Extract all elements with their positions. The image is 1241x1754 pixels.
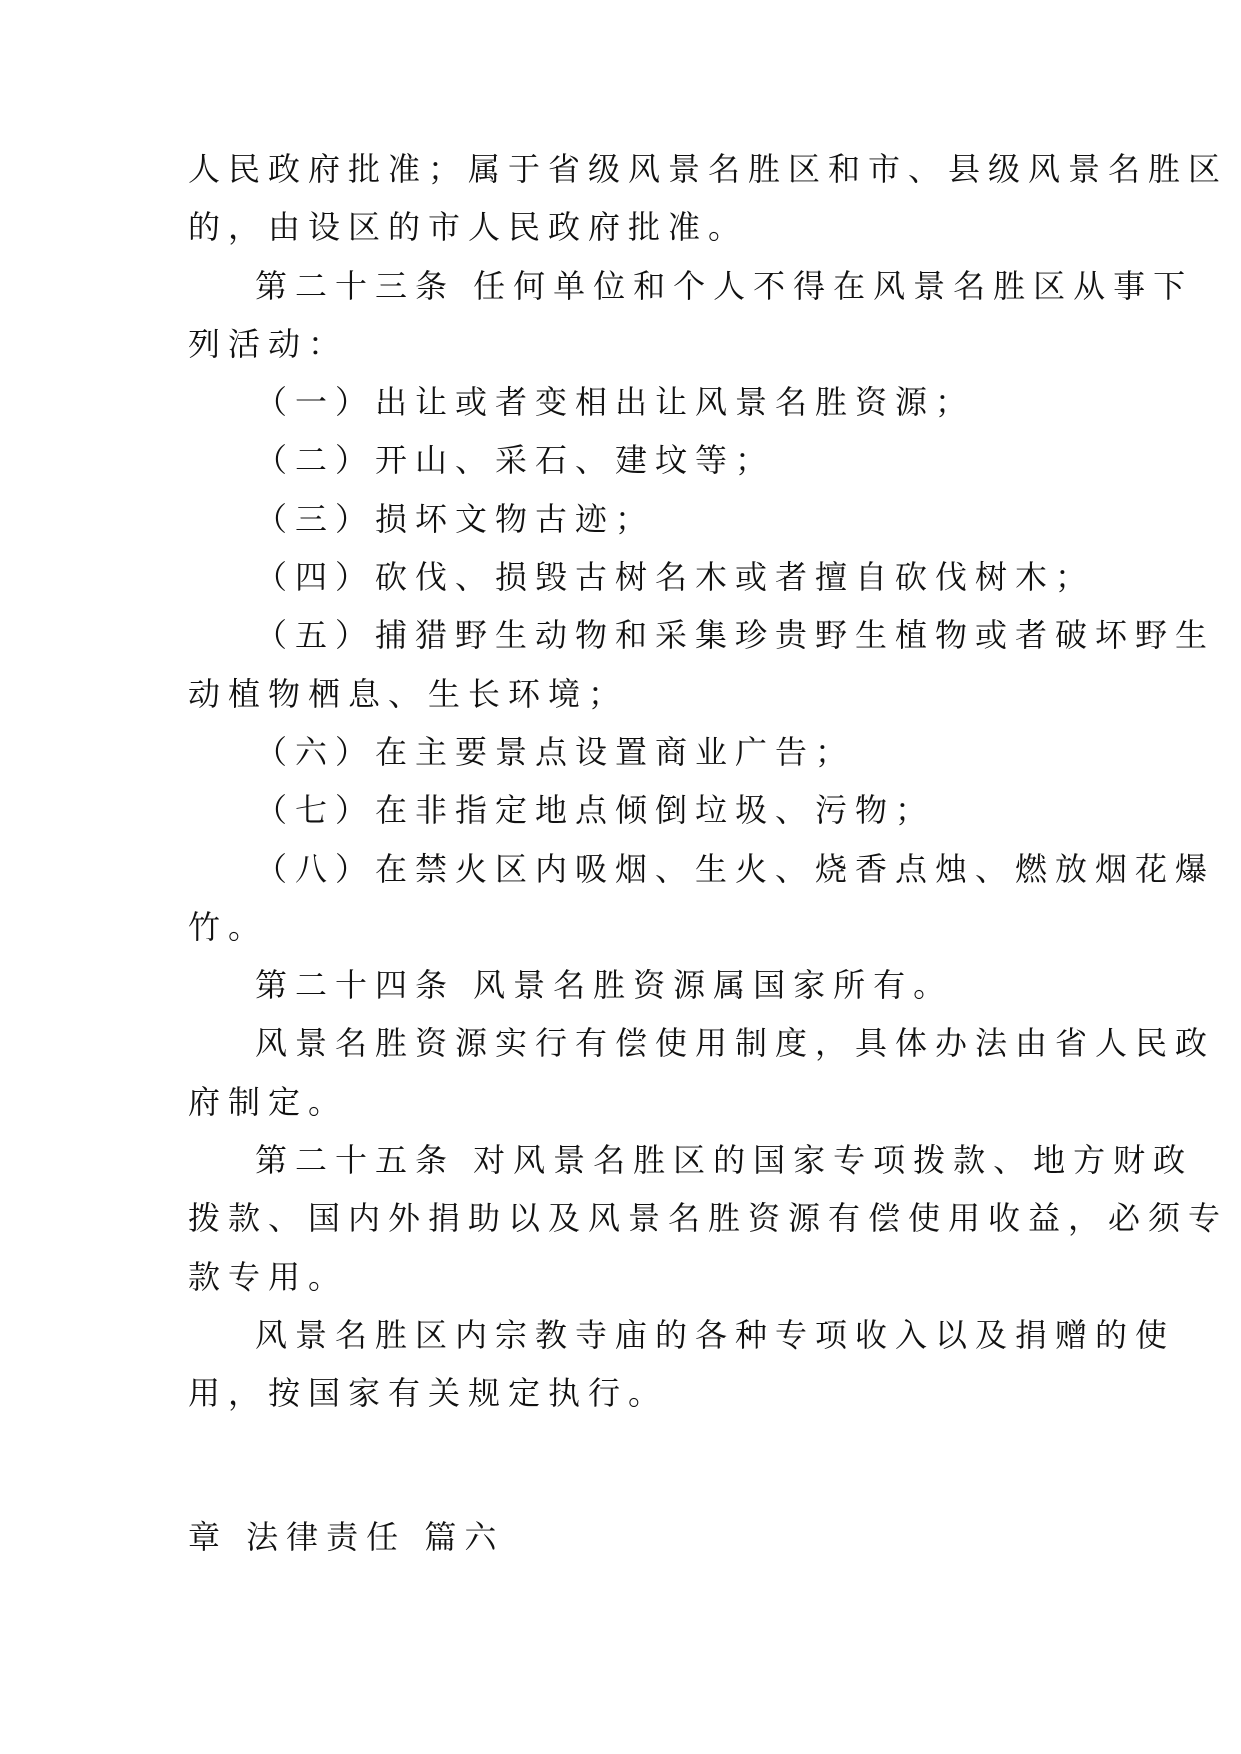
paragraph-line: 风景名胜资源实行有偿使用制度，具体办法由省人民政 [255,1024,1216,1063]
text-line: 竹。 [188,907,269,946]
list-item: （七）在非指定地点倾倒垃圾、污物； [255,791,936,830]
list-item: （一）出让或者变相出让风景名胜资源； [255,383,976,422]
list-item: （四）砍伐、损毁古树名木或者擅自砍伐树木； [255,558,1096,597]
text-line: 用，按国家有关规定执行。 [188,1374,669,1413]
article-23-heading: 第二十三条 任何单位和个人不得在风景名胜区从事下 [255,266,1194,305]
document-page [188,140,1229,1566]
text-line: 款专用。 [188,1257,349,1296]
text-line: 的，由设区的市人民政府批准。 [188,208,749,247]
list-item: （二）开山、采石、建坟等； [255,441,776,480]
chapter-heading: 章 法律责任 篇六 [188,1517,505,1556]
list-item: （八）在禁火区内吸烟、生火、烧香点烛、燃放烟花爆 [255,849,1216,888]
list-item: （六）在主要景点设置商业广告； [255,732,856,771]
article-25-heading: 第二十五条 对风景名胜区的国家专项拨款、地方财政 [255,1141,1194,1180]
list-item: （三）损坏文物古迹； [255,499,656,538]
text-line: 动植物栖息、生长环境； [188,674,629,713]
text-line: 人民政府批准；属于省级风景名胜区和市、县级风景名胜区 [188,150,1229,188]
spacer [188,1423,1054,1481]
article-24-heading: 第二十四条 风景名胜资源属国家所有。 [255,966,954,1005]
text-line: 府制定。 [188,1082,349,1121]
list-item: （五）捕猎野生动物和采集珍贵野生植物或者破坏野生 [255,616,1216,655]
text-line: 拨款、国内外捐助以及风景名胜资源有偿使用收益，必须专 [188,1199,1229,1238]
paragraph-line: 风景名胜区内宗教寺庙的各种专项收入以及捐赠的使 [255,1315,1176,1354]
text-line: 列活动： [188,324,349,363]
